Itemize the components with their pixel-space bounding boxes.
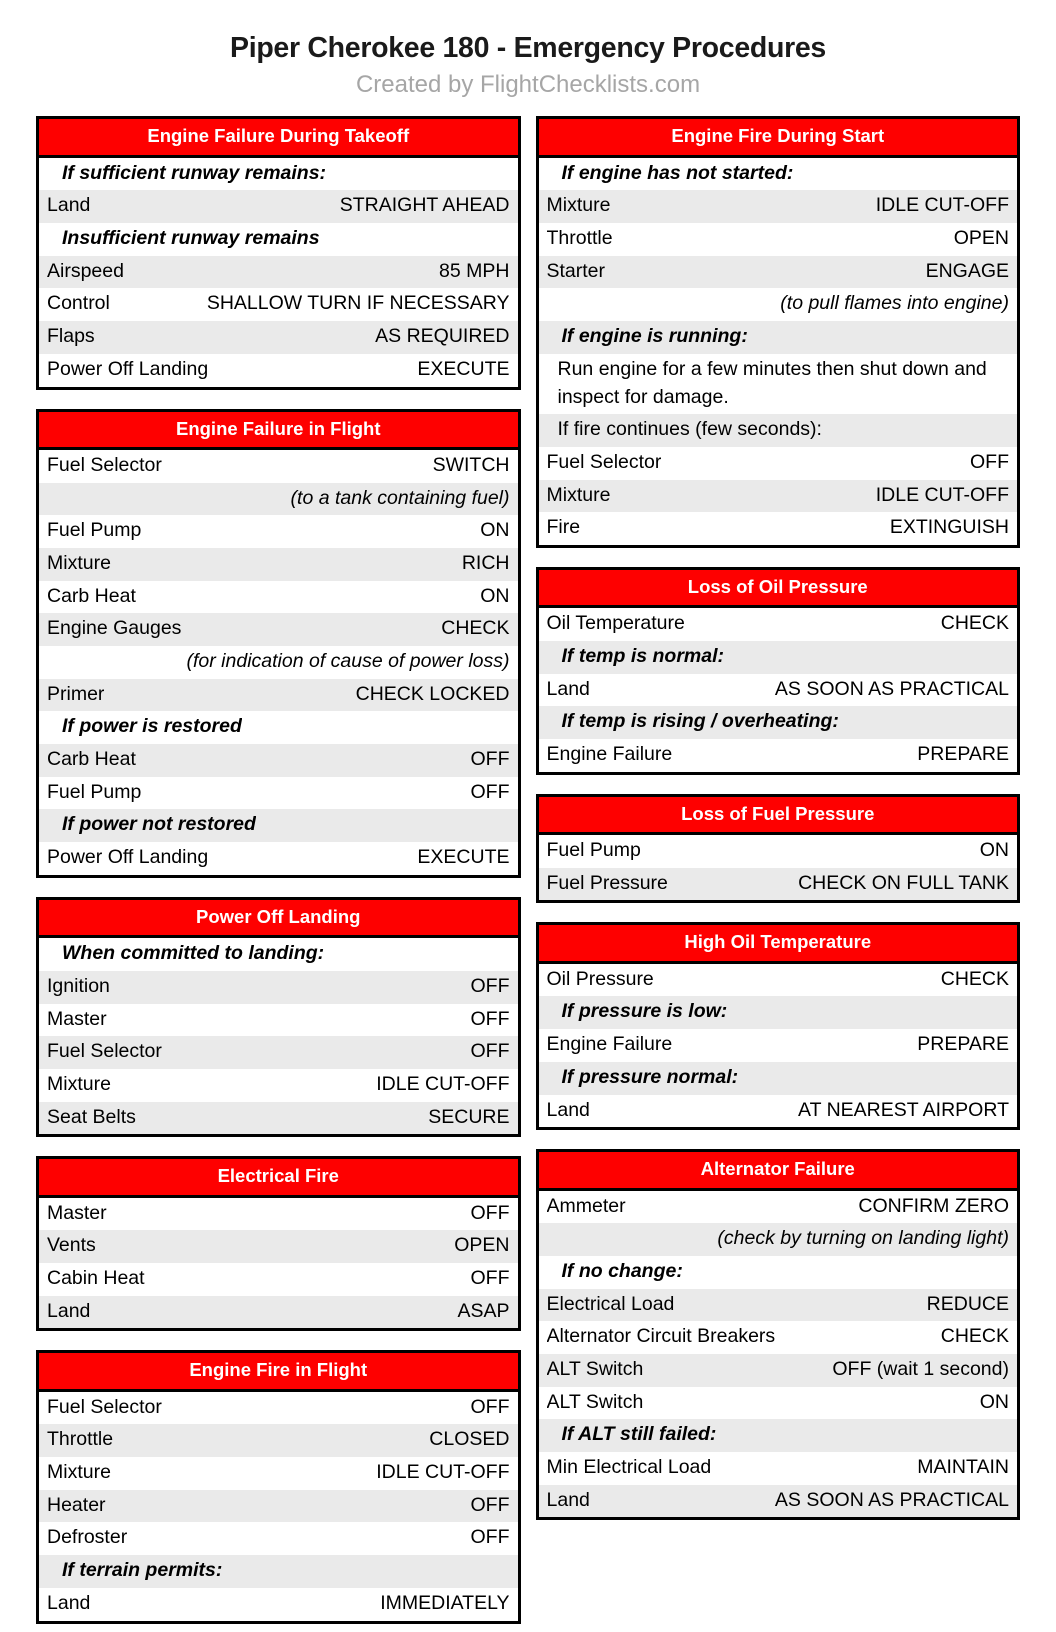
row-item-label: Engine Failure [546, 743, 673, 766]
row-item-label: Land [47, 1299, 91, 1322]
row-item-label: Mixture [47, 551, 111, 574]
row-item-label: Airspeed [47, 259, 124, 282]
checklist-row [539, 1029, 1018, 1062]
note-row [39, 646, 518, 679]
row-item-label: Mixture [47, 1072, 111, 1095]
checklist-row [539, 835, 1018, 868]
row-item-value: PREPARE [917, 743, 1009, 766]
row-item-label: If fire continues (few seconds): [557, 418, 822, 441]
block-rows [539, 608, 1018, 771]
row-item-label: If terrain permits: [62, 1559, 223, 1582]
row-item-label: Engine Gauges [47, 617, 182, 640]
checklist-row [39, 1069, 518, 1102]
row-item-value: STRAIGHT AHEAD [339, 194, 510, 217]
checklist-row [39, 679, 518, 712]
checklist-block-engine-fire-during-start [536, 116, 1021, 548]
row-item-value: ON [979, 839, 1009, 862]
row-item-value: ASAP [457, 1299, 510, 1322]
block-rows [39, 1198, 518, 1329]
checklist-block-engine-failure-during-takeoff [36, 116, 521, 389]
row-item-label: Throttle [47, 1428, 114, 1451]
condition-row [39, 158, 518, 191]
block-rows [539, 964, 1018, 1127]
row-item-label: Seat Belts [47, 1105, 136, 1128]
checklist-row [39, 1263, 518, 1296]
checklist-columns [0, 98, 1056, 1623]
block-title-power-off-landing: Power Off Landing [39, 900, 518, 938]
row-item-value: (to a tank containing fuel) [290, 486, 510, 509]
row-item-label: Fire [546, 516, 581, 539]
checklist-column-2 [536, 116, 1021, 1520]
checklist-row [39, 1198, 518, 1231]
checklist-row [39, 744, 518, 777]
row-item-value: OFF [470, 780, 510, 803]
row-item-value: CONFIRM ZERO [858, 1194, 1009, 1217]
row-item-value: OFF [470, 748, 510, 771]
row-item-value: SECURE [428, 1105, 510, 1128]
condition-row [539, 641, 1018, 674]
row-item-label: Heater [47, 1493, 106, 1516]
checklist-row [39, 1522, 518, 1555]
condition-row [539, 996, 1018, 1029]
row-item-label: If power is restored [62, 715, 242, 738]
row-item-label: Fuel Selector [47, 453, 162, 476]
block-title-engine-failure-during-takeoff: Engine Failure During Takeoff [39, 119, 518, 157]
row-item-label: Defroster [47, 1526, 128, 1549]
row-item-label: Ammeter [546, 1194, 626, 1217]
row-item-value: OFF [470, 1007, 510, 1030]
checklist-row [539, 608, 1018, 641]
row-item-label: Fuel Selector [546, 450, 662, 473]
condition-row [539, 1062, 1018, 1095]
block-rows [39, 158, 518, 387]
row-item-label: Land [47, 1591, 91, 1614]
checklist-row [539, 223, 1018, 256]
row-item-value: CHECK [940, 1325, 1009, 1348]
row-item-label: Run engine for a few minutes then shut down and inspect for damage. [557, 357, 987, 408]
row-item-value: OFF [470, 1493, 510, 1516]
row-item-value: ENGAGE [925, 259, 1009, 282]
row-item-value: CHECK [940, 967, 1009, 990]
row-item-value: AS SOON AS PRACTICAL [774, 677, 1009, 700]
checklist-row [39, 190, 518, 223]
checklist-block-high-oil-temperature [536, 922, 1021, 1130]
row-item-label: Throttle [546, 227, 613, 250]
checklist-row [39, 1296, 518, 1329]
condition-row [539, 706, 1018, 739]
checklist-row [39, 1230, 518, 1263]
block-rows [539, 1191, 1018, 1518]
row-item-value: CLOSED [429, 1428, 510, 1451]
row-item-label: Control [47, 292, 110, 315]
row-item-label: Electrical Load [546, 1292, 675, 1315]
row-item-label: Min Electrical Load [546, 1456, 712, 1479]
block-title-electrical-fire: Electrical Fire [39, 1159, 518, 1197]
checklist-row [39, 1036, 518, 1069]
row-item-label: If engine is running: [561, 325, 748, 348]
checklist-column-1 [36, 116, 521, 1623]
condition-row [539, 158, 1018, 191]
row-item-value: PREPARE [917, 1033, 1009, 1056]
checklist-row [39, 971, 518, 1004]
checklist-row [39, 256, 518, 289]
row-item-label: When committed to landing: [62, 942, 325, 965]
checklist-row [539, 512, 1018, 545]
row-item-value: REDUCE [926, 1292, 1009, 1315]
instruction-row [539, 354, 1018, 414]
checklist-row [539, 256, 1018, 289]
checklist-block-loss-of-oil-pressure [536, 567, 1021, 775]
row-item-label: Carb Heat [47, 584, 136, 607]
condition-row [39, 711, 518, 744]
row-item-value: EXTINGUISH [889, 516, 1009, 539]
row-item-value: OFF (wait 1 second) [832, 1358, 1009, 1381]
block-title-loss-of-fuel-pressure: Loss of Fuel Pressure [539, 797, 1018, 835]
row-item-label: Flaps [47, 325, 95, 348]
checklist-row [39, 354, 518, 387]
condition-row [39, 809, 518, 842]
checklist-row [39, 548, 518, 581]
row-item-label: Master [47, 1007, 107, 1030]
row-item-value: CHECK [940, 612, 1009, 635]
row-item-label: If engine has not started: [561, 161, 794, 184]
row-item-label: Engine Failure [546, 1033, 673, 1056]
row-item-value: ON [979, 1390, 1009, 1413]
row-item-value: IDLE CUT-OFF [376, 1072, 510, 1095]
checklist-row [39, 450, 518, 483]
block-title-loss-of-oil-pressure: Loss of Oil Pressure [539, 570, 1018, 608]
row-item-value: EXECUTE [417, 357, 510, 380]
row-item-label: If no change: [561, 1259, 683, 1282]
row-item-value: IMMEDIATELY [380, 1591, 510, 1614]
row-item-label: Fuel Selector [47, 1395, 162, 1418]
page-subtitle: Created by FlightChecklists.com [355, 70, 701, 98]
checklist-row [39, 1004, 518, 1037]
row-item-label: Land [47, 194, 91, 217]
checklist-row [539, 1095, 1018, 1128]
checklist-row [39, 1424, 518, 1457]
row-item-label: ALT Switch [546, 1358, 644, 1381]
checklist-block-engine-fire-in-flight [36, 1350, 521, 1623]
checklist-row [39, 842, 518, 875]
checklist-row [539, 674, 1018, 707]
block-title-engine-fire-during-start: Engine Fire During Start [539, 119, 1018, 157]
checklist-block-engine-failure-in-flight [36, 409, 521, 878]
checklist-row [39, 321, 518, 354]
checklist-row [539, 1354, 1018, 1387]
checklist-row [39, 1102, 518, 1135]
row-item-label: Oil Pressure [546, 967, 654, 990]
row-item-label: Carb Heat [47, 748, 136, 771]
checklist-row [539, 1191, 1018, 1224]
row-item-value: AS REQUIRED [375, 325, 510, 348]
row-item-value: ON [480, 519, 510, 542]
row-item-value: (to pull flames into engine) [780, 292, 1009, 315]
row-item-value: OFF [970, 450, 1009, 473]
checklist-row [539, 1387, 1018, 1420]
row-item-label: Mixture [47, 1461, 111, 1484]
row-item-value: 85 MPH [439, 259, 510, 282]
block-title-engine-failure-in-flight: Engine Failure in Flight [39, 412, 518, 450]
row-item-label: Insufficient runway remains [62, 227, 320, 250]
row-item-value: CHECK [441, 617, 510, 640]
checklist-row [539, 1452, 1018, 1485]
row-item-label: Power Off Landing [47, 357, 209, 380]
row-item-value: AT NEAREST AIRPORT [798, 1098, 1009, 1121]
row-item-value: CHECK ON FULL TANK [798, 871, 1009, 894]
row-item-value: AS SOON AS PRACTICAL [774, 1488, 1009, 1511]
checklist-row [39, 613, 518, 646]
row-item-label: Land [546, 1488, 590, 1511]
block-rows [39, 1392, 518, 1621]
row-item-label: If pressure normal: [561, 1065, 739, 1088]
checklist-row [539, 964, 1018, 997]
row-item-label: Land [546, 677, 590, 700]
block-rows [539, 158, 1018, 545]
row-item-label: Cabin Heat [47, 1266, 145, 1289]
checklist-row [39, 581, 518, 614]
row-item-label: Fuel Selector [47, 1040, 162, 1063]
row-item-label: Mixture [546, 194, 611, 217]
row-item-value: OFF [470, 1526, 510, 1549]
row-item-label: If ALT still failed: [561, 1423, 717, 1446]
checklist-row [539, 447, 1018, 480]
row-item-value: OFF [470, 1201, 510, 1224]
row-item-label: Alternator Circuit Breakers [546, 1325, 776, 1348]
row-item-value: IDLE CUT-OFF [875, 194, 1009, 217]
row-item-value: EXECUTE [417, 846, 510, 869]
condition-row [39, 223, 518, 256]
row-item-label: Fuel Pump [47, 519, 142, 542]
row-item-label: Starter [546, 259, 606, 282]
document-header [0, 0, 1056, 98]
row-item-value: OFF [470, 1040, 510, 1063]
row-item-label: If pressure is low: [561, 1000, 728, 1023]
row-item-value: (for indication of cause of power loss) [186, 649, 510, 672]
block-title-alternator-failure: Alternator Failure [539, 1152, 1018, 1190]
row-item-value: IDLE CUT-OFF [875, 483, 1009, 506]
row-item-label: Oil Temperature [546, 612, 685, 635]
row-item-label: If power not restored [62, 813, 256, 836]
row-item-label: ALT Switch [546, 1390, 644, 1413]
sublabel-row [539, 414, 1018, 447]
checklist-row [39, 515, 518, 548]
checklist-row [539, 190, 1018, 223]
checklist-row [539, 739, 1018, 772]
row-item-label: Land [546, 1098, 590, 1121]
row-item-label: Primer [47, 682, 105, 705]
row-item-value: OPEN [953, 227, 1009, 250]
row-item-label: Ignition [47, 974, 110, 997]
row-item-label: Vents [47, 1234, 96, 1257]
block-rows [539, 835, 1018, 900]
row-item-value: CHECK LOCKED [355, 682, 510, 705]
checklist-row [539, 1321, 1018, 1354]
checklist-row [539, 1289, 1018, 1322]
row-item-value: MAINTAIN [917, 1456, 1009, 1479]
row-item-value: IDLE CUT-OFF [376, 1461, 510, 1484]
row-item-label: Master [47, 1201, 107, 1224]
row-item-label: If temp is normal: [561, 644, 725, 667]
row-item-value: SHALLOW TURN IF NECESSARY [206, 292, 510, 315]
condition-row [539, 321, 1018, 354]
checklist-row [39, 777, 518, 810]
condition-row [39, 938, 518, 971]
note-row [539, 1223, 1018, 1256]
block-rows [39, 450, 518, 875]
checklist-block-power-off-landing [36, 897, 521, 1137]
row-item-label: Mixture [546, 483, 611, 506]
condition-row [539, 1256, 1018, 1289]
row-item-label: Fuel Pump [47, 780, 142, 803]
checklist-row [539, 480, 1018, 513]
condition-row [539, 1419, 1018, 1452]
condition-row [39, 1555, 518, 1588]
checklist-row [39, 288, 518, 321]
row-item-value: OPEN [454, 1234, 510, 1257]
row-item-label: If sufficient runway remains: [62, 161, 327, 184]
row-item-value: OFF [470, 974, 510, 997]
block-rows [39, 938, 518, 1134]
note-row [539, 288, 1018, 321]
row-item-label: Fuel Pump [546, 839, 641, 862]
row-item-value: OFF [470, 1395, 510, 1418]
block-title-engine-fire-in-flight: Engine Fire in Flight [39, 1353, 518, 1391]
checklist-block-loss-of-fuel-pressure [536, 794, 1021, 904]
checklist-row [39, 1392, 518, 1425]
checklist-row [39, 1490, 518, 1523]
row-item-value: OFF [470, 1266, 510, 1289]
block-title-high-oil-temperature: High Oil Temperature [539, 925, 1018, 963]
row-item-value: RICH [461, 551, 510, 574]
checklist-row [39, 1457, 518, 1490]
checklist-row [39, 1588, 518, 1621]
page-title: Piper Cherokee 180 - Emergency Procedures [230, 32, 826, 64]
row-item-value: SWITCH [432, 453, 510, 476]
checklist-row [539, 1485, 1018, 1518]
checklist-block-electrical-fire [36, 1156, 521, 1331]
row-item-label: Power Off Landing [47, 846, 209, 869]
row-item-value: (check by turning on landing light) [717, 1227, 1009, 1250]
row-item-label: If temp is rising / overheating: [561, 710, 839, 733]
checklist-block-alternator-failure [536, 1149, 1021, 1520]
note-row [39, 483, 518, 516]
checklist-row [539, 868, 1018, 901]
row-item-label: Fuel Pressure [546, 871, 668, 894]
row-item-value: ON [480, 584, 510, 607]
